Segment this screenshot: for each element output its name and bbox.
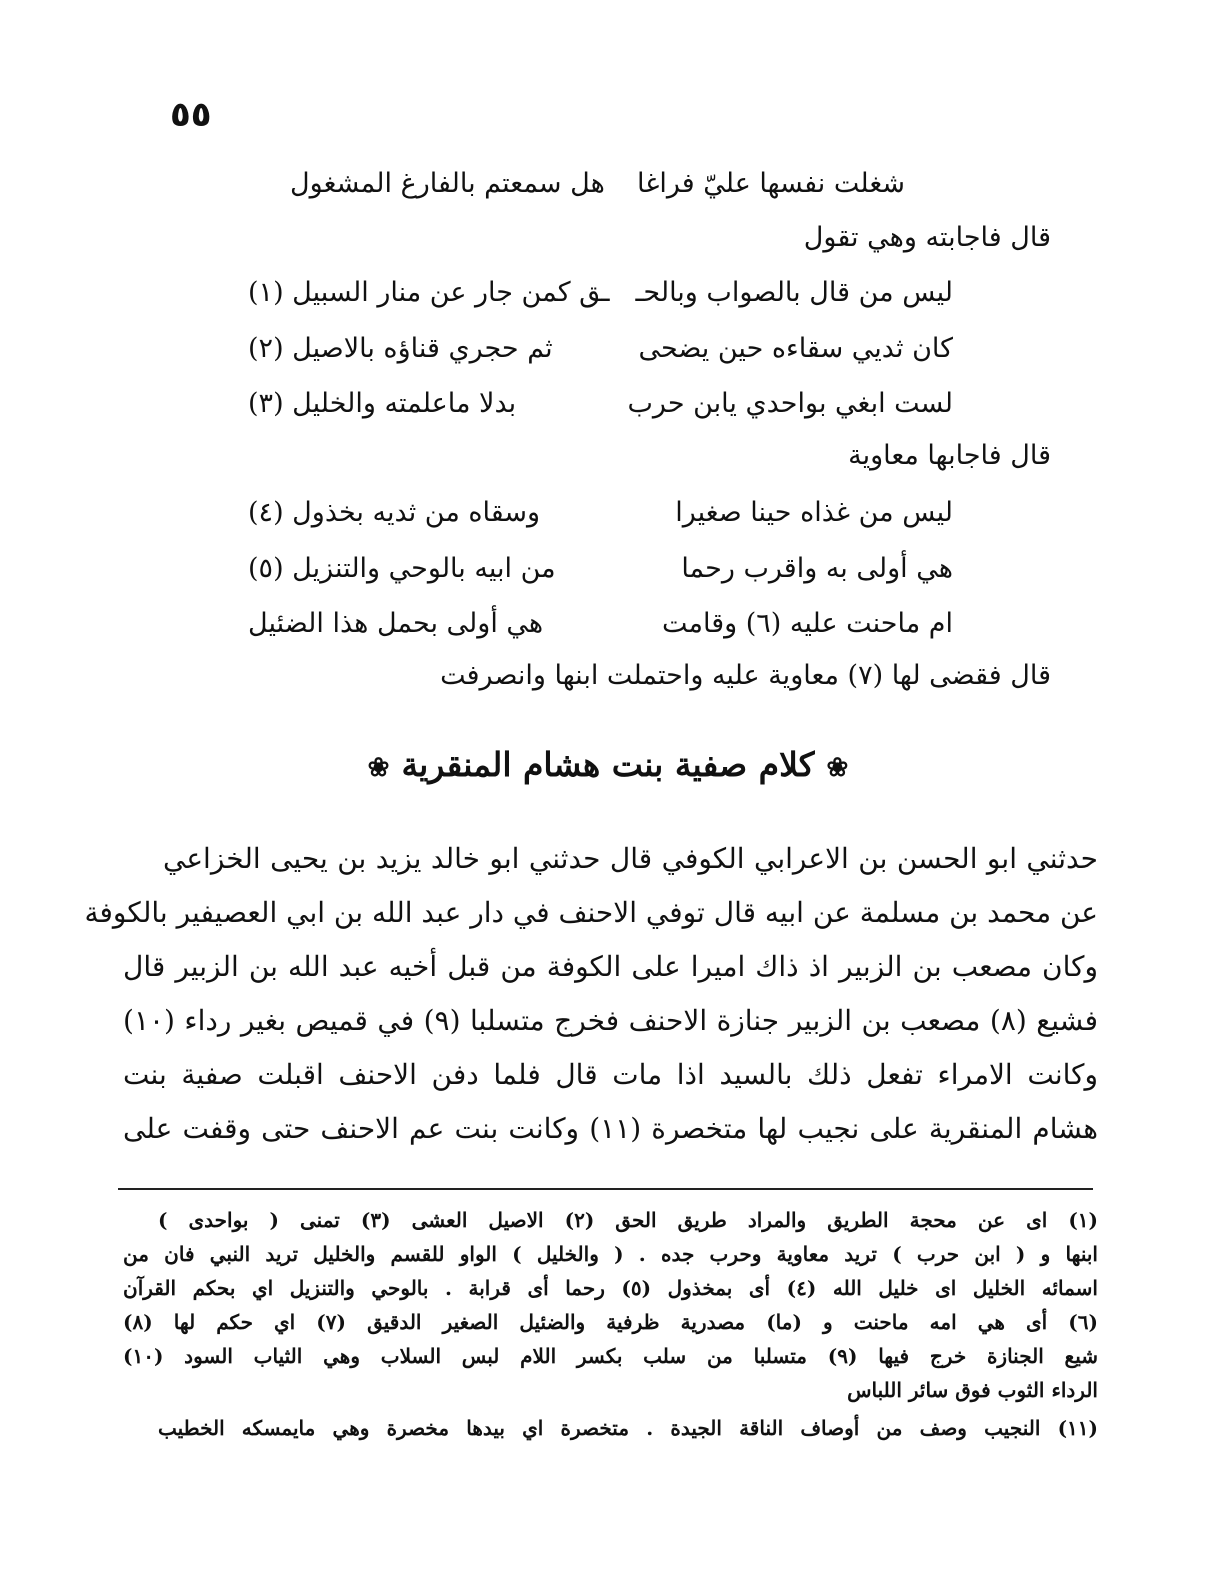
footnote-line: الرداء الثوب فوق سائر اللباس [847, 1378, 1098, 1402]
verse-first-hemistich: لست ابغي بواحدي يابن حرب [627, 388, 953, 419]
verse [248, 608, 953, 648]
verse-second-hemistich: هل سمعتم بالفارغ المشغول [290, 168, 605, 199]
paragraph-line: حدثني ابو الحسن بن الاعرابي الكوفي قال حدثني ابو خالد يزيد بن يحيى الخزاعي [163, 842, 1098, 875]
opening-verse [290, 168, 905, 208]
conclusion-line: قال فقضى لها (٧) معاوية عليه واحتملت ابنها وانصرفت [440, 660, 1051, 691]
footnote-line: ابنها و ( ابن حرب ) تريد معاوية وحرب جده . ( والخليل ) الواو للقسم والخليل تريد النبي فان من [123, 1242, 1098, 1266]
paragraph-line: هشام المنقرية على نجيب لها متخصرة (١١) وكانت بنت عم الاحنف حتى وقفت على [123, 1112, 1098, 1145]
verse-second-hemistich: وسقاه من ثديه بخذول (٤) [248, 497, 541, 528]
verse-first-hemistich: كان ثديي سقاءه حين يضحى [638, 333, 953, 364]
section-heading [0, 745, 1216, 784]
verse-second-hemistich: من ابيه بالوحي والتنزيل (٥) [248, 553, 556, 584]
verse-first-hemistich: هي أولى به واقرب رحما [681, 553, 953, 584]
footnote-line: اسمائه الخليل اى خليل الله (٤) أى بمخذول (٥) رحما أى قرابة . بالوحي والتنزيل اي بحكم القرآن [123, 1276, 1098, 1300]
page-number: ٥٥ [170, 95, 212, 135]
footnote-line: (١) اى عن محجة الطريق والمراد طريق الحق (٢) الاصيل العشى (٣) تمنى ( بواحدى ) [158, 1208, 1098, 1232]
footnote-line: (١١) النجيب وصف من أوصاف الناقة الجيدة . متخصرة اي بيدها مخصرة وهي مايمسكه الخطيب [158, 1416, 1098, 1440]
verse [248, 388, 953, 428]
verse-first-hemistich: شغلت نفسها عليّ فراغا [637, 168, 905, 199]
intro-line: قال فاجابها معاوية [848, 440, 1051, 471]
paragraph-line: فشيع (٨) مصعب بن الزبير جنازة الاحنف فخرج متسلبا (٩) في قميص بغير رداء (١٠) [123, 1004, 1099, 1037]
verse [248, 277, 953, 317]
intro-line: قال فاجابته وهي تقول [803, 222, 1051, 253]
verse-first-hemistich: ليس من غذاه حينا صغيرا [675, 497, 953, 528]
ornament-icon: ❀ [367, 753, 390, 783]
footnote-divider [118, 1188, 1093, 1190]
verse [248, 333, 953, 373]
ornament-icon: ❀ [826, 753, 849, 783]
verse-second-hemistich: ـق كمن جار عن منار السبيل (١) [248, 277, 610, 308]
verse [248, 553, 953, 593]
verse-second-hemistich: ثم حجري قناؤه بالاصيل (٢) [248, 333, 553, 364]
footnote-line: شيع الجنازة خرج فيها (٩) متسلبا من سلب بكسر اللام لبس السلاب وهي الثياب السود (١٠) [123, 1344, 1098, 1368]
paragraph-line: وكانت الامراء تفعل ذلك بالسيد اذا مات قال فلما دفن الاحنف اقبلت صفية بنت [123, 1058, 1098, 1091]
footnote-line: (٦) أى هي امه ماحنت و (ما) مصدرية ظرفية والضئيل الصغير الدقيق (٧) اي حكم لها (٨) [123, 1310, 1098, 1334]
verse [248, 497, 953, 537]
verse-first-hemistich: ام ماحنت عليه (٦) وقامت [662, 608, 953, 639]
section-title: كلام صفية بنت هشام المنقرية [401, 745, 815, 784]
verse-second-hemistich: هي أولى بحمل هذا الضئيل [248, 608, 544, 639]
verse-first-hemistich: ليس من قال بالصواب وبالحـ [635, 277, 953, 308]
paragraph-line: وكان مصعب بن الزبير اذ ذاك اميرا على الكوفة من قبل أخيه عبد الله بن الزبير قال [123, 950, 1098, 983]
paragraph-line: عن محمد بن مسلمة عن ابيه قال توفي الاحنف في دار عبد الله بن ابي العصيفير بالكوفة [84, 896, 1098, 929]
verse-second-hemistich: بدلا ماعلمته والخليل (٣) [248, 388, 517, 419]
